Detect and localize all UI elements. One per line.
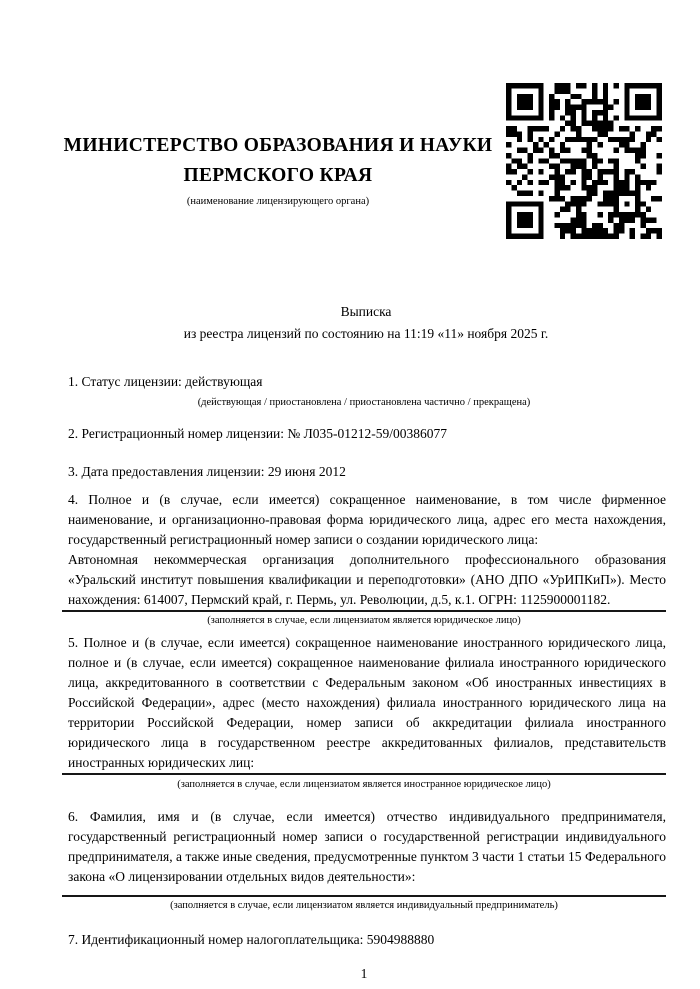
document-subtitle: из реестра лицензий по состоянию на 11:19 «11» ноября 2025 г. — [183, 326, 549, 341]
item-1-license-status: 1. Статус лицензии: действующая — [68, 374, 263, 389]
page-number: 1 — [360, 966, 368, 981]
ministry-name-line2: ПЕРМСКОГО КРАЯ — [183, 165, 373, 186]
licensing-authority-caption: (наименование лицензирующего органа) — [186, 196, 370, 207]
item-3-license-date: 3. Дата предоставления лицензии: 29 июня 2012 — [68, 464, 346, 479]
licensing-authority-header — [40, 131, 516, 208]
document-title: Выписка — [340, 304, 392, 319]
document-body — [62, 365, 666, 982]
item-5-fill-line — [62, 773, 666, 775]
item-6-caption: (заполняется в случае, если лицензиатом является индивидуальный предприниматель) — [170, 900, 558, 911]
item-5-foreign-entity-label: 5. Полное и (в случае, если имеется) сокращенное наименование иностранного юридического лица, полное и (в случае, если имеется) сокращенное наименование филиала иностранного юридического лица, аккредитованного в соответствии с Федеральным законом «Об иностранных инвестициях в Российской Федерации», адрес (место нахождения) филиала иностранного юридического лица на территории Российской Федерации, номер записи об аккредитации филиала иностранного юридического лица в государственном реестре аккредитованных филиалов, представительств иностранных юридических лиц: — [68, 635, 666, 770]
document-title-block — [66, 301, 666, 345]
item-4-legal-entity-value: Автономная некоммерческая организация дополнительного профессионального образования «Уральский институт повышения квалификации и переподготовки» (АНО ДПО «УрИПКиП»). Место нахождения: 614007, Пермский край, г. Пермь, ул. Революции, д.5, к.1. ОГРН: 1125900001182. — [68, 552, 666, 607]
item-4-fill-line — [62, 610, 666, 612]
item-6-fill-line — [62, 895, 666, 897]
item-7-taxpayer-number: 7. Идентификационный номер налогоплательщика: 5904988880 — [68, 932, 435, 947]
item-1-caption: (действующая / приостановлена / приостановлена частично / прекращена) — [197, 397, 531, 408]
qr-code — [506, 83, 662, 239]
item-4-legal-entity-label: 4. Полное и (в случае, если имеется) сокращенное наименование, в том числе фирменное наименование, и организационно-правовая форма юридического лица, адрес его места нахождения, государственный регистрационный номер записи о создании юридического лица: — [68, 492, 666, 547]
item-5-caption: (заполняется в случае, если лицензиатом является иностранное юридическое лицо) — [177, 779, 551, 790]
ministry-name-line1: МИНИСТЕРСТВО ОБРАЗОВАНИЯ И НАУКИ — [63, 135, 493, 156]
item-4-caption: (заполняется в случае, если лицензиатом является юридическое лицо) — [207, 615, 521, 626]
item-2-registration-number: 2. Регистрационный номер лицензии: № Л035-01212-59/00386077 — [68, 426, 448, 441]
item-6-blank-space — [62, 887, 666, 895]
item-6-entrepreneur-label: 6. Фамилия, имя и (в случае, если имеется) отчество индивидуального предпринимателя, государственный регистрационный номер записи о государственной регистрации индивидуального предпринимателя, а также иные сведения, предусмотренные пунктом 3 части 1 статьи 15 Федерального закона «О лицензировании отдельных видов деятельности»: — [68, 809, 666, 884]
